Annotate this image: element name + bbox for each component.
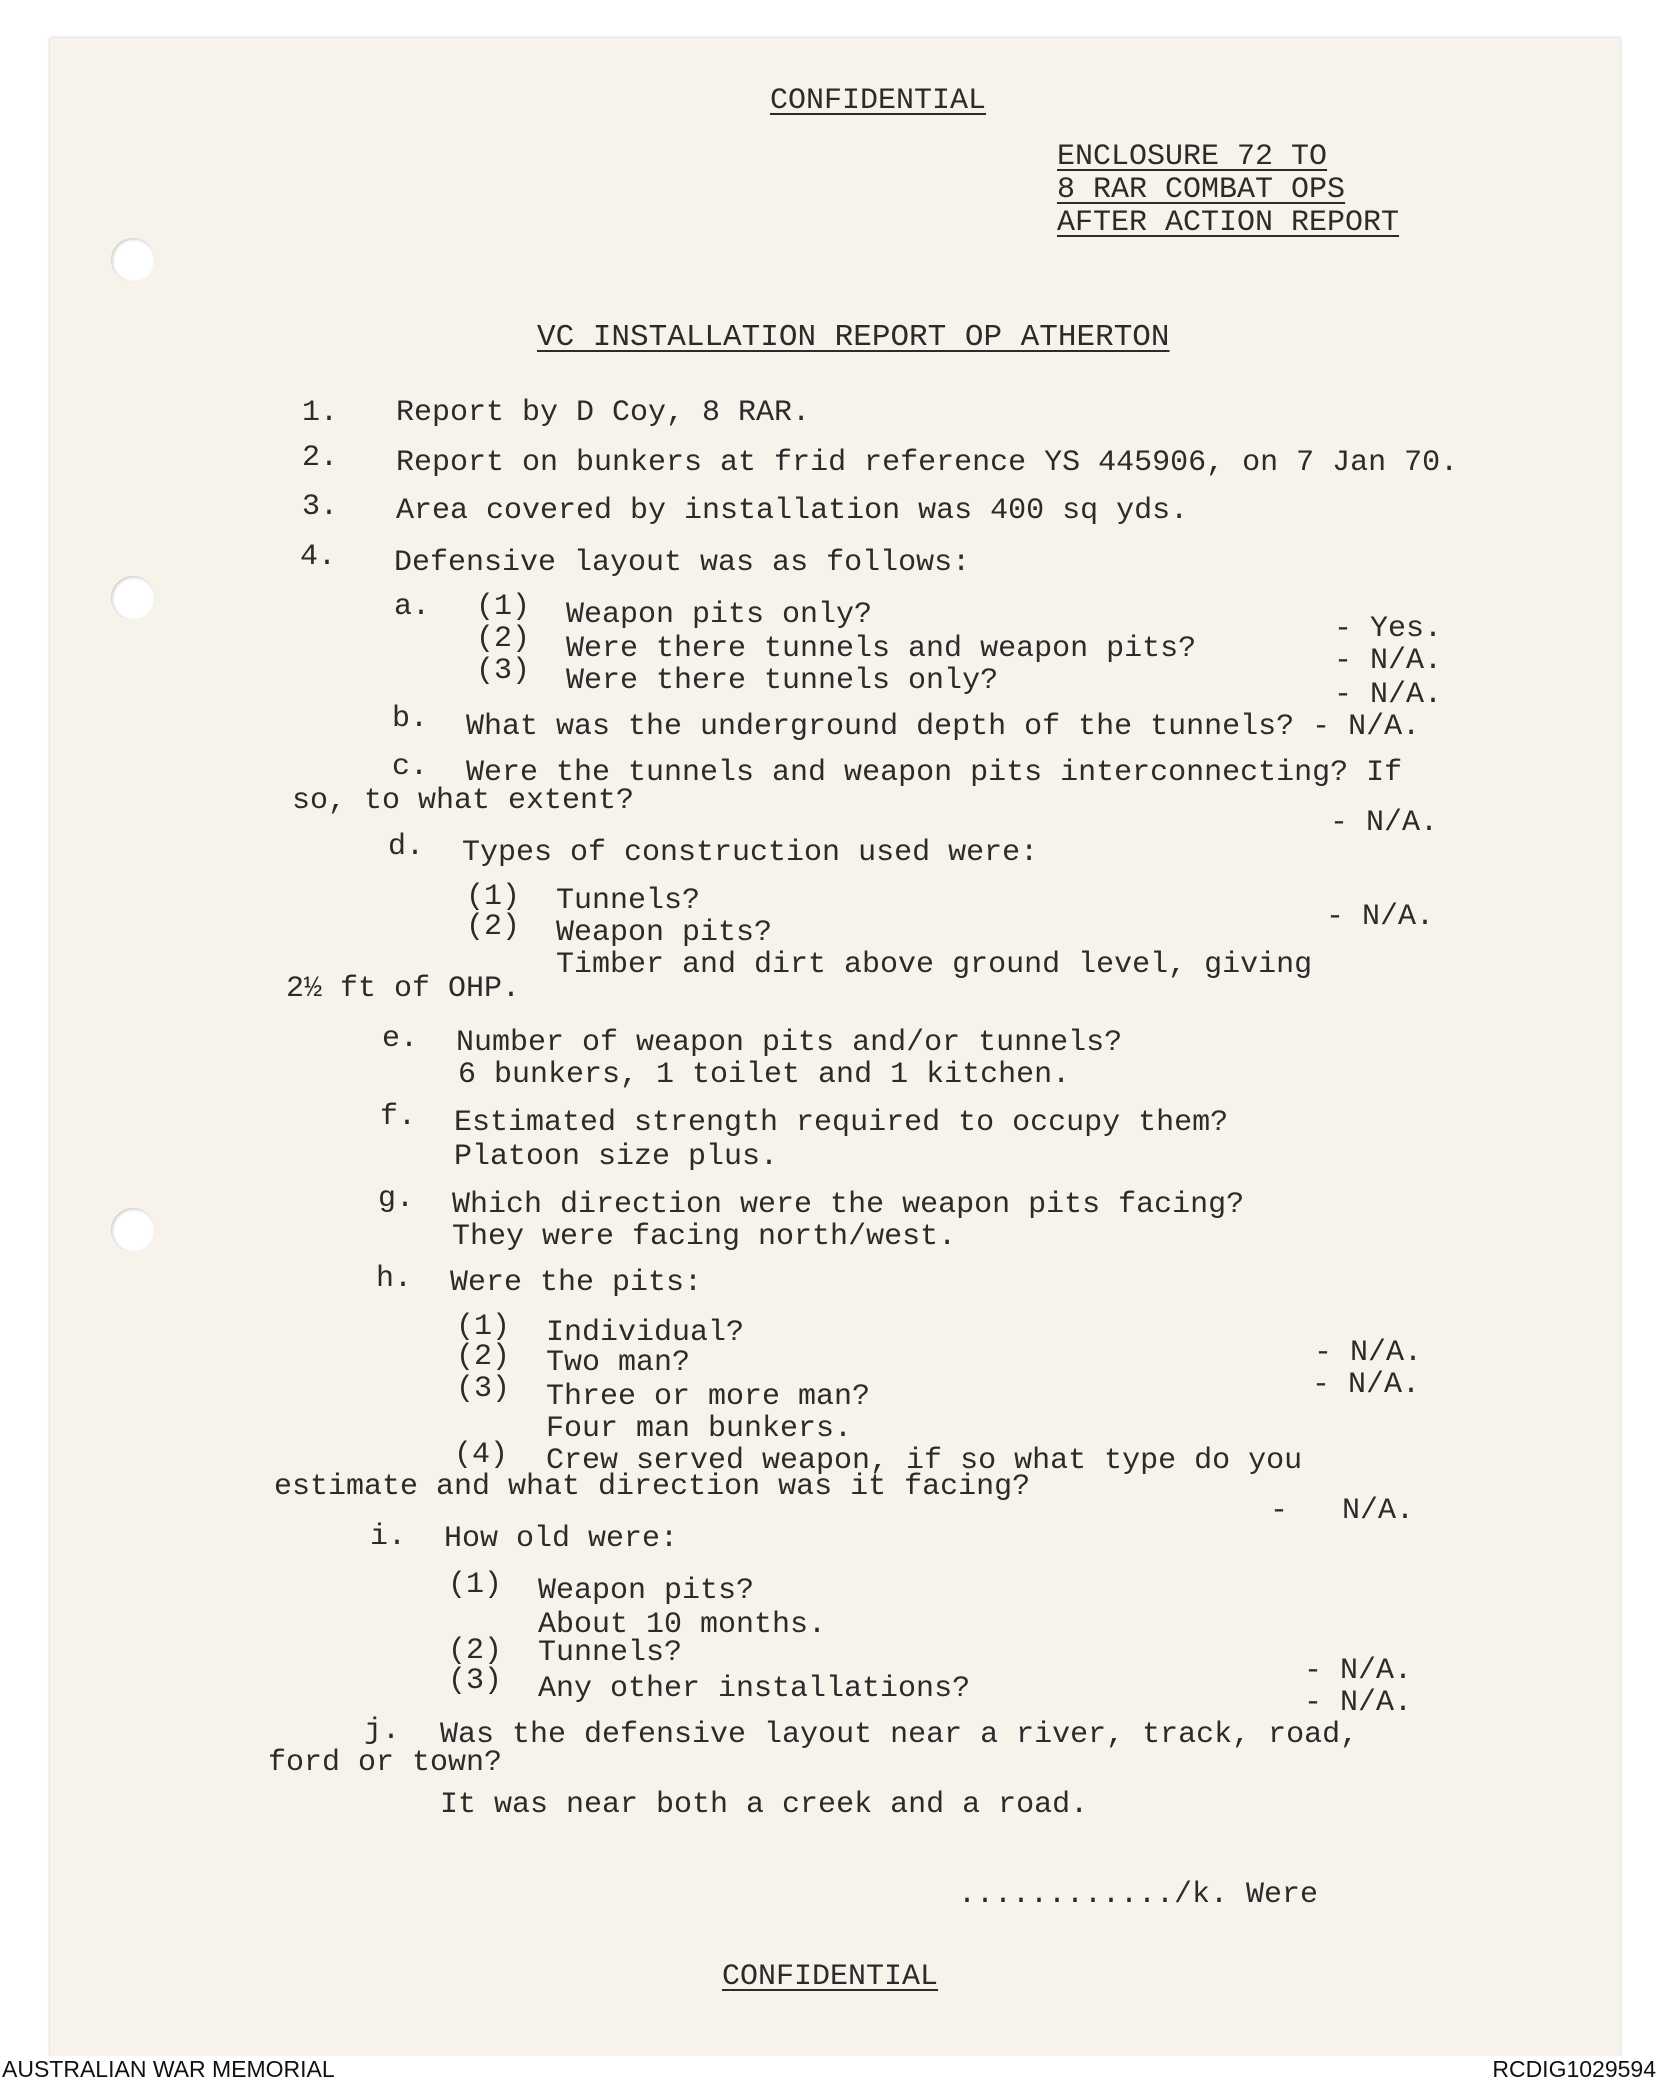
sub-label: e. xyxy=(382,1022,419,1056)
item-text: Crew served weapon, if so what type do you xyxy=(546,1444,1303,1478)
sub-label: f. xyxy=(380,1100,417,1134)
item-text: Weapon pits only? xyxy=(566,598,873,632)
item-answer: - Yes. xyxy=(1334,612,1443,646)
archive-reference: RCDIG1029594 xyxy=(1492,2056,1656,2082)
item-number: (3) xyxy=(456,1372,511,1406)
para-number: 1. xyxy=(302,396,339,430)
sub-text: Were the pits: xyxy=(450,1266,703,1300)
item-answer-text: 2½ ft of OHP. xyxy=(286,972,521,1006)
item-text: Three or more man? xyxy=(546,1380,871,1414)
item-answer-text: Four man bunkers. xyxy=(546,1412,853,1446)
para-number: 3. xyxy=(302,490,339,524)
para-number: 2. xyxy=(302,441,339,475)
item-answer: - N/A. xyxy=(1334,678,1443,712)
item-number: (4) xyxy=(454,1438,509,1472)
item-answer: - N/A. xyxy=(1326,900,1435,934)
sub-answer: It was near both a creek and a road. xyxy=(440,1788,1089,1822)
sub-label: j. xyxy=(364,1714,401,1748)
item-text: Two man? xyxy=(546,1346,691,1380)
archive-name: AUSTRALIAN WAR MEMORIAL xyxy=(2,2056,335,2082)
para-text: Defensive layout was as follows: xyxy=(394,546,971,580)
item-text: Were there tunnels and weapon pits? xyxy=(566,632,1197,666)
item-number: (3) xyxy=(476,654,531,688)
sub-answer: 6 bunkers, 1 toilet and 1 kitchen. xyxy=(458,1058,1071,1092)
item-number: (2) xyxy=(448,1634,503,1668)
sub-answer: Platoon size plus. xyxy=(454,1140,779,1174)
sub-label: d. xyxy=(388,830,425,864)
sub-text: How old were: xyxy=(444,1522,679,1556)
item-answer-text: Timber and dirt above ground level, giving xyxy=(556,948,1313,982)
para-text: Report on bunkers at frid reference YS 445906, on 7 Jan 70. xyxy=(396,446,1459,480)
item-text: estimate and what direction was it facing? xyxy=(274,1470,1031,1504)
item-text: Tunnels? xyxy=(556,884,701,918)
item-answer: - N/A. xyxy=(1330,806,1439,840)
item-number: (1) xyxy=(456,1310,511,1344)
sub-label: c. xyxy=(392,750,429,784)
item-answer: - N/A. xyxy=(1334,644,1443,678)
item-answer: - N/A. xyxy=(1314,1336,1423,1370)
item-text: Any other installations? xyxy=(538,1672,971,1706)
sub-text: Were the tunnels and weapon pits interconnecting? If xyxy=(466,756,1403,790)
item-answer: - N/A. xyxy=(1304,1654,1413,1688)
sub-text: Estimated strength required to occupy them? xyxy=(454,1106,1229,1140)
item-number: (2) xyxy=(466,910,521,944)
item-text: Individual? xyxy=(546,1316,745,1350)
para-text: Area covered by installation was 400 sq yds. xyxy=(396,494,1189,528)
page-title: VC INSTALLATION REPORT OP ATHERTON xyxy=(537,320,1170,355)
sub-text: Which direction were the weapon pits facing? xyxy=(452,1188,1245,1222)
enclosure-line-1: ENCLOSURE 72 TO xyxy=(1057,140,1328,174)
punch-hole xyxy=(111,576,155,620)
item-number: (1) xyxy=(448,1568,503,1602)
para-number: 4. xyxy=(300,540,337,574)
sub-text: What was the underground depth of the tunnels? - N/A. xyxy=(466,710,1421,744)
sub-text: so, to what extent? xyxy=(292,784,635,818)
archive-footer xyxy=(0,2056,1660,2082)
classification-top: CONFIDENTIAL xyxy=(770,84,987,118)
item-text: Were there tunnels only? xyxy=(566,664,999,698)
sub-text: ford or town? xyxy=(268,1746,503,1780)
sub-text: Number of weapon pits and/or tunnels? xyxy=(456,1026,1123,1060)
item-answer-text: About 10 months. xyxy=(538,1608,827,1642)
item-text: Tunnels? xyxy=(538,1636,683,1670)
item-text: Weapon pits? xyxy=(556,916,773,950)
item-answer: - N/A. xyxy=(1312,1368,1421,1402)
sub-text: Was the defensive layout near a river, track, road, xyxy=(440,1718,1359,1752)
sub-label: g. xyxy=(378,1182,415,1216)
item-answer: - N/A. xyxy=(1304,1686,1413,1720)
sub-label: h. xyxy=(376,1262,413,1296)
continuation-marker: ............/k. Were xyxy=(958,1878,1319,1912)
punch-hole xyxy=(111,1208,155,1252)
sub-text: Types of construction used were: xyxy=(462,836,1039,870)
sub-label: a. xyxy=(394,590,431,624)
enclosure-line-3: AFTER ACTION REPORT xyxy=(1057,206,1400,240)
classification-bottom: CONFIDENTIAL xyxy=(722,1960,939,1994)
para-text: Report by D Coy, 8 RAR. xyxy=(396,396,811,430)
item-number: (3) xyxy=(448,1664,503,1698)
sub-label: i. xyxy=(370,1520,407,1554)
item-text: Weapon pits? xyxy=(538,1574,755,1608)
enclosure-line-2: 8 RAR COMBAT OPS xyxy=(1057,173,1346,207)
item-number: (1) xyxy=(476,590,531,624)
item-answer: - N/A. xyxy=(1270,1494,1415,1528)
sub-label: b. xyxy=(392,702,429,736)
punch-hole xyxy=(111,238,155,282)
item-number: (2) xyxy=(456,1340,511,1374)
sub-answer: They were facing north/west. xyxy=(452,1220,957,1254)
item-number: (1) xyxy=(466,880,521,914)
item-number: (2) xyxy=(476,622,531,656)
